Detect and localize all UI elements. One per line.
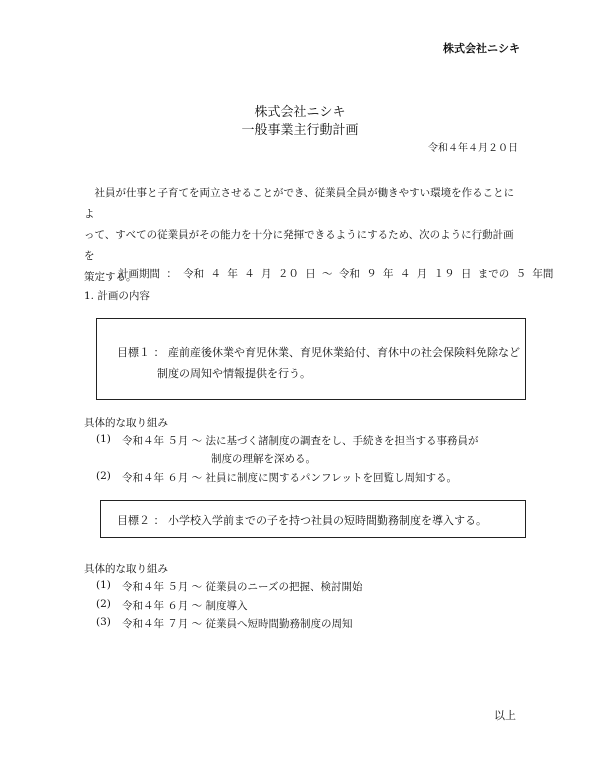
list-item-text: 令和４年 ６月 ～ 制度導入 — [122, 600, 248, 612]
goal-2-box — [100, 500, 526, 538]
measures-1-heading: 具体的な取り組み — [84, 417, 168, 429]
list-item-number: (1) — [96, 579, 111, 591]
intro-line-3: 策定する。 — [84, 271, 137, 283]
section-heading: 1. 計画の内容 — [84, 290, 150, 302]
list-item-text: 令和４年 ７月 ～ 従業員へ短時間勤務制度の周知 — [122, 618, 353, 630]
goal-1-line-2: 制度の周知や情報提供を行う。 — [157, 367, 311, 380]
header-company: 株式会社ニシキ — [443, 42, 520, 55]
list-item-number: (2) — [96, 598, 111, 610]
goal-1-box — [96, 318, 526, 400]
list-item-number: (3) — [96, 616, 111, 628]
title-company: 株式会社ニシキ — [254, 105, 346, 120]
page-title: 一般事業主行動計画 — [241, 123, 359, 138]
intro-line-1: 社員が仕事と子育てを両立させることができ、従業員全員が働きやすい環境を作ることによ — [84, 187, 515, 220]
list-item-text: 令和４年 ５月 ～ 法に基づく諸制度の調査をし、手続きを担当する事務員が — [122, 435, 479, 447]
list-item-text: 令和４年 ６月 ～ 社員に制度に関するパンフレットを回覧し周知する。 — [122, 472, 457, 484]
closing-mark: 以上 — [494, 709, 516, 722]
list-item-number: (2) — [96, 470, 111, 482]
list-item-continuation: 制度の理解を深める。 — [211, 453, 316, 465]
measures-2-heading: 具体的な取り組み — [84, 563, 168, 575]
plan-period: 計画期間 ： 令和 ４ 年 ４ 月 ２０ 日 ～ 令和 ９ 年 ４ 月 １９ 日 までの ５ 年間 — [118, 268, 554, 280]
goal-1-line-1: 目標１ ： 産前産後休業や育児休業、育児休業給付、育休中の社会保険料免除など — [117, 346, 520, 359]
list-item-number: (1) — [96, 433, 111, 445]
intro-line-2: って、すべての従業員がその能力を十分に発揮できるようにするため、次のように行動計画を — [84, 229, 514, 262]
goal-2-line-1: 目標２ ： 小学校入学前までの子を持つ社員の短時間勤務制度を導入する。 — [117, 514, 487, 527]
document-date: 令和４年４月２０日 — [428, 143, 518, 154]
list-item-text: 令和４年 ５月 ～ 従業員のニーズの把握、検討開始 — [122, 581, 363, 593]
